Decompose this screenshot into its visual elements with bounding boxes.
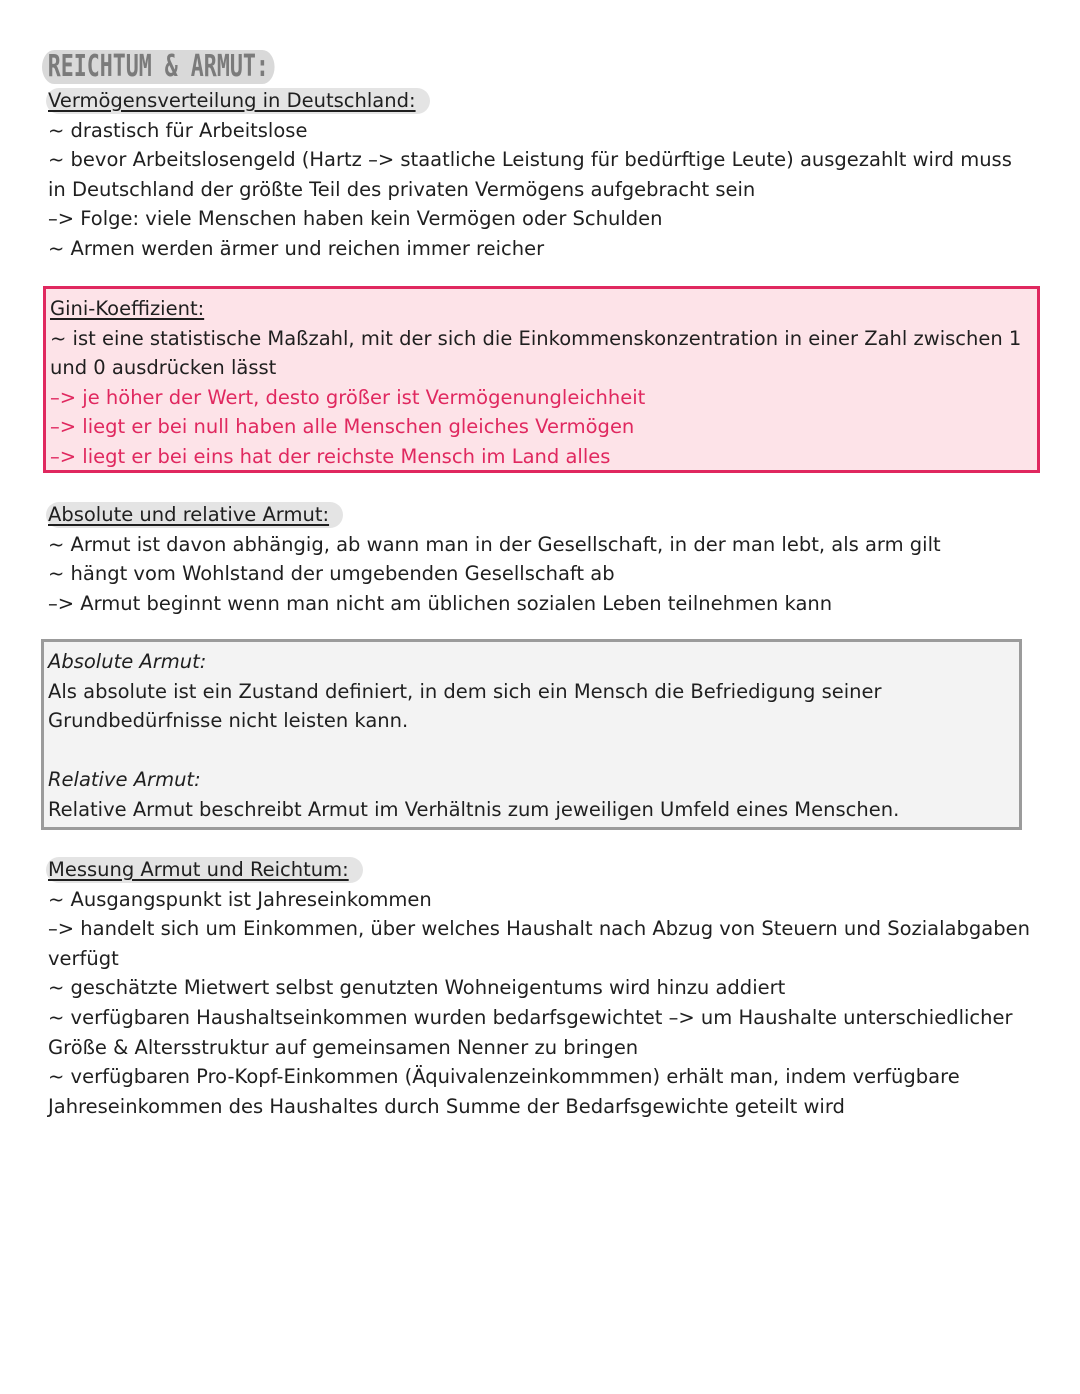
spacer (48, 736, 899, 766)
highlight-line: –> liegt er bei eins hat der reichste Mensch im Land alles (50, 444, 611, 468)
section-heading-vermoegensverteilung: Vermögensverteilung in Deutschland: (46, 88, 430, 114)
text-line: ~ hängt vom Wohlstand der umgebenden Gesellschaft ab (48, 562, 615, 586)
text-line: Relative Armut beschreibt Armut im Verhältnis zum jeweiligen Umfeld eines Menschen. (48, 797, 900, 821)
text-line: ~ ist eine statistische Maßzahl, mit der sich die Einkommenskonzentration in einer Zahl zwischen 1 (50, 326, 1022, 350)
section-absolute-relative-armut (48, 500, 1048, 618)
text-line: ~ Armut ist davon abhängig, ab wann man in der Gesellschaft, in der man lebt, als arm gilt (48, 532, 941, 556)
text-line: ~ Armen werden ärmer und reichen immer reicher (48, 236, 545, 260)
text-line: in Deutschland der größte Teil des privaten Vermögens aufgebracht sein (48, 177, 756, 201)
relative-armut-label: Relative Armut: (48, 768, 201, 792)
text-line: ~ geschätzte Mietwert selbst genutzten Wohneigentums wird hinzu addiert (48, 976, 786, 1000)
text-line: verfügt (48, 946, 119, 970)
page-title: REICHTUM & ARMUT: (42, 50, 275, 84)
text-line: ~ verfügbaren Haushaltseinkommen wurden bedarfsgewichtet –> um Haushalte unterschiedlicher (48, 1005, 1013, 1029)
text-line: ~ drastisch für Arbeitslose (48, 118, 308, 142)
text-line: –> handelt sich um Einkommen, über welches Haushalt nach Abzug von Steuern und Sozialabgaben (48, 917, 1030, 941)
section-heading-gini: Gini-Koeffizient: (50, 297, 205, 320)
text-line: ~ Ausgangspunkt ist Jahreseinkommen (48, 887, 432, 911)
text-line: Grundbedürfnisse nicht leisten kann. (48, 709, 409, 733)
text-line: ~ verfügbaren Pro-Kopf-Einkommen (Äquivalenzeinkommmen) erhält man, indem verfügbare (48, 1065, 960, 1089)
highlight-line: –> je höher der Wert, desto größer ist Vermögenungleichheit (50, 385, 646, 409)
text-line: und 0 ausdrücken lässt (50, 356, 277, 380)
absolute-armut-label: Absolute Armut: (48, 650, 207, 673)
definitions-box (41, 639, 1022, 830)
section-heading-messung: Messung Armut und Reichtum: (46, 857, 363, 883)
section-messung (48, 855, 1048, 1121)
text-line: –> Folge: viele Menschen haben kein Vermögen oder Schulden (48, 207, 663, 231)
section-vermoegensverteilung (48, 86, 1048, 264)
section-heading-armut: Absolute und relative Armut: (46, 502, 343, 528)
title-highlight (42, 50, 365, 84)
text-line: –> Armut beginnt wenn man nicht am üblichen sozialen Leben teilnehmen kann (48, 591, 833, 615)
highlight-line: –> liegt er bei null haben alle Menschen gleiches Vermögen (50, 415, 635, 439)
text-line: Als absolute ist ein Zustand definiert, in dem sich ein Mensch die Befriedigung seiner (48, 679, 882, 703)
text-line: Jahreseinkommen des Haushaltes durch Summe der Bedarfsgewichte geteilt wird (48, 1094, 845, 1118)
text-line: Größe & Altersstruktur auf gemeinsamen Nenner zu bringen (48, 1035, 639, 1059)
text-line: ~ bevor Arbeitslosengeld (Hartz –> staatliche Leistung für bedürftige Leute) ausgezahlt wird muss (48, 148, 1012, 172)
gini-box (43, 286, 1040, 473)
